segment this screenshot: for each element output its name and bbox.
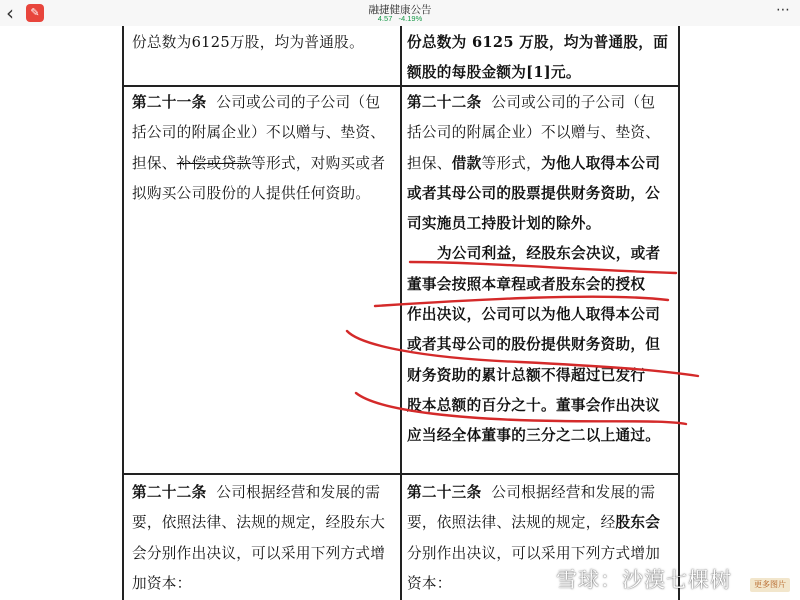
text-line: 公司根据经营和发展的需 — [491, 484, 656, 501]
text-line: 要，依照法律、法规的规定，经股东大 — [132, 514, 386, 532]
added-text: 财务资助的累计总额不得超过已发行 — [407, 366, 646, 384]
watermark: 雪球：沙漠七棵树 — [556, 568, 732, 592]
text-line: 公司或公司的子公司（包 — [216, 94, 381, 111]
added-text: 作出决议，公司可以为他人取得本公司 — [407, 306, 661, 324]
more-icon[interactable]: ⋯ — [776, 2, 790, 18]
stock-price: 4.57 — [377, 14, 393, 23]
pen-underline — [347, 331, 698, 376]
text-span: 要，依照法律、法规的规定，经 — [407, 514, 616, 532]
added-text: 股东会 — [615, 514, 661, 532]
pen-underline — [410, 262, 676, 273]
text-line: 分别作出决议，可以采用下列方式增加 — [407, 544, 661, 562]
more-images-badge[interactable]: 更多图片 — [750, 578, 790, 592]
text-line: 份总数为6125万股，均为普通股。 — [132, 34, 364, 51]
deleted-text: 补偿或贷款 — [176, 154, 252, 172]
added-text: 司实施员工持股计划的除外。 — [407, 215, 601, 233]
pen-underline — [356, 393, 686, 424]
pen-underline — [375, 297, 668, 306]
text-span: 担保、 — [132, 154, 177, 172]
text-line: 资本： — [407, 574, 452, 592]
added-text: 为他人取得本公司 — [541, 154, 661, 172]
text-line: 括公司的附属企业）不以赠与、垫资、 — [132, 124, 386, 142]
app-logo-icon: ✎ — [26, 4, 44, 22]
page-title: 融捷健康公告 — [368, 4, 432, 16]
text-line: 份总数为 6125 万股，均为普通股，面 — [407, 34, 669, 51]
text-line: 公司根据经营和发展的需 — [216, 484, 381, 501]
stock-change: -4.19% — [398, 14, 423, 23]
added-text: 董事会按照本章程或者股东会的授权 — [407, 275, 646, 293]
text-line: 公司或公司的子公司（包 — [491, 94, 656, 111]
article-heading: 第二十二条 — [407, 94, 482, 111]
added-text: 或者其母公司的股票提供财务资助，公 — [407, 184, 661, 202]
text-line: 加资本： — [132, 574, 192, 592]
article-heading: 第二十一条 — [132, 94, 207, 111]
text-line: 拟购买公司股份的人提供任何资助。 — [132, 184, 371, 202]
text-span: 等形式，对购买或者 — [251, 154, 386, 172]
text-span: 担保、 — [407, 154, 452, 172]
text-line: 会分别作出决议，可以采用下列方式增 — [132, 544, 386, 562]
added-text: 应当经全体董事的三分之二以上通过。 — [407, 427, 661, 445]
text-span: 等形式， — [481, 154, 542, 172]
added-text: 为公司利益，经股东会决议，或者 — [437, 245, 661, 263]
article-heading: 第二十三条 — [407, 484, 482, 501]
added-text: 或者其母公司的股份提供财务资助，但 — [407, 336, 661, 354]
added-text: 借款 — [451, 154, 482, 172]
back-chevron-icon[interactable]: ‹ — [6, 1, 14, 25]
article-heading: 第二十二条 — [132, 484, 207, 501]
text-line: 括公司的附属企业）不以赠与、垫资、 — [407, 124, 661, 142]
added-text: 股本总额的百分之十。董事会作出决议 — [407, 396, 661, 414]
text-line: 额股的每股金额为[1]元。 — [407, 64, 581, 82]
